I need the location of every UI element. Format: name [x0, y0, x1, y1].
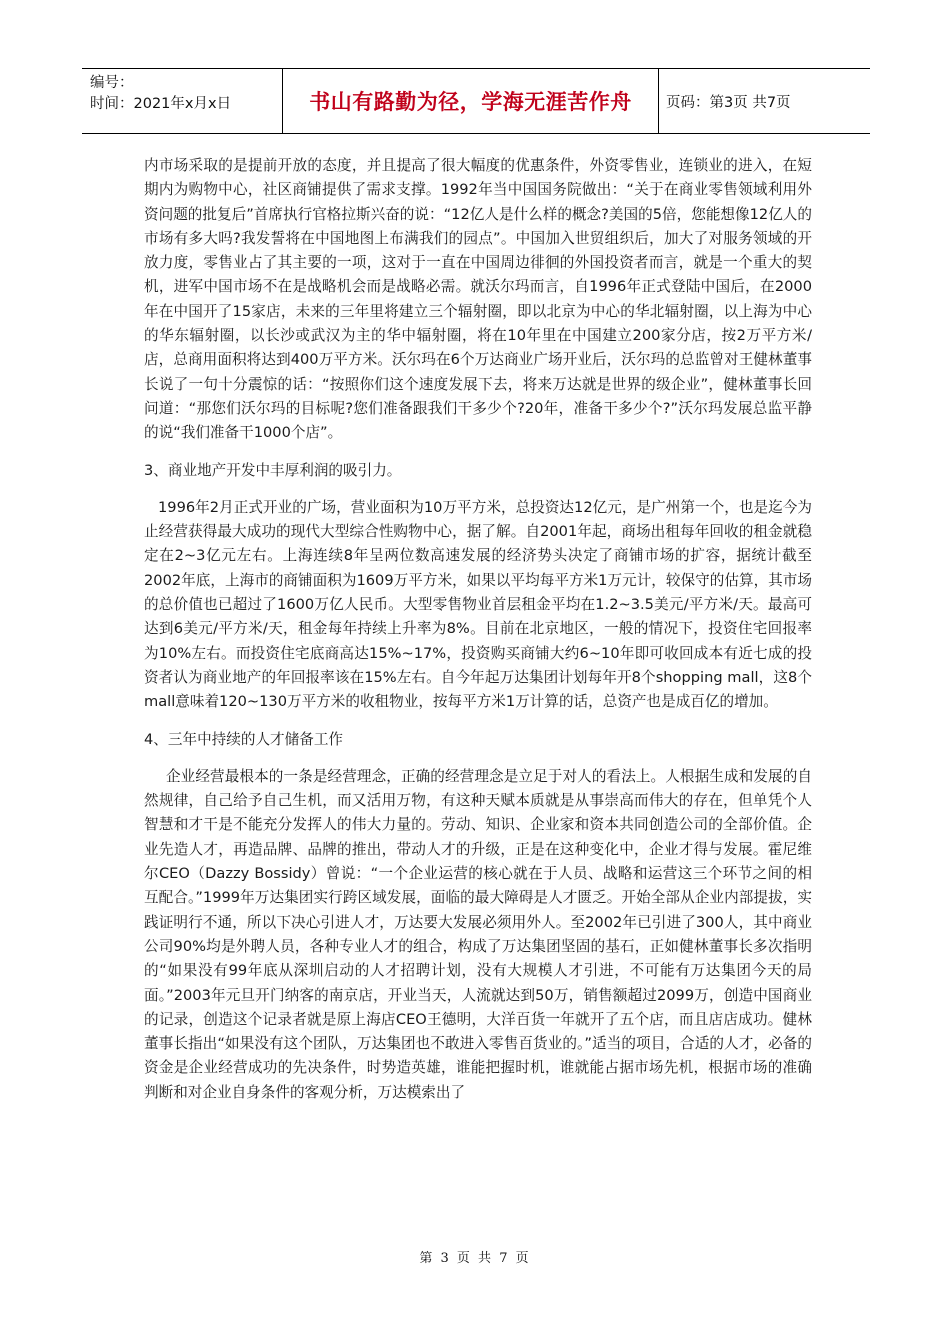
section-heading: 3、商业地产开发中丰厚利润的吸引力。 [144, 461, 402, 479]
document-body [144, 154, 812, 1105]
body-paragraph: 内市场采取的是提前开放的态度，并且提高了很大幅度的优惠条件，外资零售业，连锁业的进入，在短期内为购物中心，社区商铺提供了需求支撑。1992年当中国国务院做出：“关于在商业零售领域利用外资问题的批复后”首席执行官格拉斯兴奋的说：“12亿人是什么样的概念?美国的5倍，您能想像12亿人的市场有多大吗?我发誓将在中国地图上布满我们的园点”。中国加入世贸组织后，加大了对服务领域的开放力度，零售业占了其主要的一项，这对于一直在中国周边徘徊的外国投资者而言，就是一个重大的契机，进军中国市场不在是战略机会而是战略必需。就沃尔玛而言，自1996年正式登陆中国后，在2000年在中国开了15家店，未来的三年里将建立三个辐射圈，即以北京为中心的华北辐射圈，以上海为中心的华东辐射圈，以长沙或武汉为主的华中辐射圈，将在10年里在中国建立200家分店，按2万平方米/店，总商用面积将达到400万平方米。沃尔玛在6个万达商业广场开业后，沃尔玛的总监曾对王健林董事长说了一句十分震惊的话：“按照你们这个速度发展下去，将来万达就是世界的级企业”，健林董事长回问道：“那您们沃尔玛的目标呢?您们准备跟我们干多少个?20年，准备干多少个?”沃尔玛发展总监平静的说“我们准备干1000个店”。 [144, 157, 812, 442]
section-heading: 4、三年中持续的人才储备工作 [144, 730, 344, 748]
page-header [82, 68, 870, 134]
document-number-label: 编号： [90, 75, 134, 91]
header-meta [90, 73, 231, 115]
body-paragraph: 企业经营最根本的一条是经营理念，正确的经营理念是立足于对人的看法上。人根据生成和发展的自然规律，自己给予自己生机，而又活用万物，有这种天赋本质就是从事崇高而伟大的存在，但单凭个人智慧和才干是不能充分发挥人的伟大力量的。劳动、知识、企业家和资本共同创造公司的全部价值。企业先造人才，再造品牌、品牌的推出，带动人才的升级，正是在这种变化中，企业才得与发展。霍尼维尔CEO（Dazzy Bossidy）曾说：“一个企业运营的核心就在于人员、战略和运营这三个环节之间的相互配合。”1999年万达集团实行跨区域发展，面临的最大障碍是人才匮乏。开始全部从企业内部提拔，实践证明行不通，所以下决心引进人才，万达要大发展必须用外人。至2002年已引进了300人，其中商业公司90%均是外聘人员，各种专业人才的组合，构成了万达集团坚固的基石，正如健林董事长多次指明的“如果没有99年底从深圳启动的人才招聘计划，没有大规模人才引进，不可能有万达集团今天的局面。”2003年元旦开门纳客的南京店，开业当天，人流就达到50万，销售额超过2099万，创造中国商业的记录，创造这个记录者就是原上海店CEO王德明，大洋百货一年就开了五个店，而且店店成功。健林董事长指出“如果没有这个团队，万达集团也不敢进入零售百货业的。”适当的项目，合适的人才，必备的资金是企业经营成功的先决条件，时势造英雄，谁能把握时机，谁就能占据市场先机，根据市场的准确判断和对企业自身条件的客观分析，万达模索出了 [144, 767, 812, 1101]
page-footer: 第 3 页 共 7 页 [419, 1251, 531, 1266]
body-paragraph: 1996年2月正式开业的广场，营业面积为10万平方米，总投资达12亿元，是广州第一个，也是迄今为止经营获得最大成功的现代大型综合性购物中心，据了解。自2001年起，商场出租每年回收的租金就稳定在2~3亿元左右。上海连续8年呈两位数高速发展的经济势头决定了商铺市场的扩容，据统计截至2002年底，上海市的商铺面积为1609万平方米，如果以平均每平方米1万元计，较保守的估算，其市场的总价值也已超过了1600万亿人民币。大型零售物业首层租金平均在1.2~3.5美元/平方米/天。最高可达到6美元/平方米/天，租金每年持续上升率为8%。目前在北京地区，一般的情况下，投资住宅回报率为10%左右。而投资住宅底商高达15%~17%，投资购买商铺大约6~10年即可收回成本有近七成的投资者认为商业地产的年回报率该在15%左右。自今年起万达集团计划每年开8个shopping mall，这8个mall意味着120~130万平方米的收租物业，按每平方米1万计算的话，总资产也是成百亿的增加。 [144, 498, 812, 711]
header-divider [658, 69, 659, 133]
header-motto: 书山有路勤为径，学海无涯苦作舟 [309, 89, 632, 114]
document-time-label: 时间：2021年x月x日 [90, 96, 232, 112]
header-page-info: 页码：第3页 共7页 [666, 94, 791, 111]
